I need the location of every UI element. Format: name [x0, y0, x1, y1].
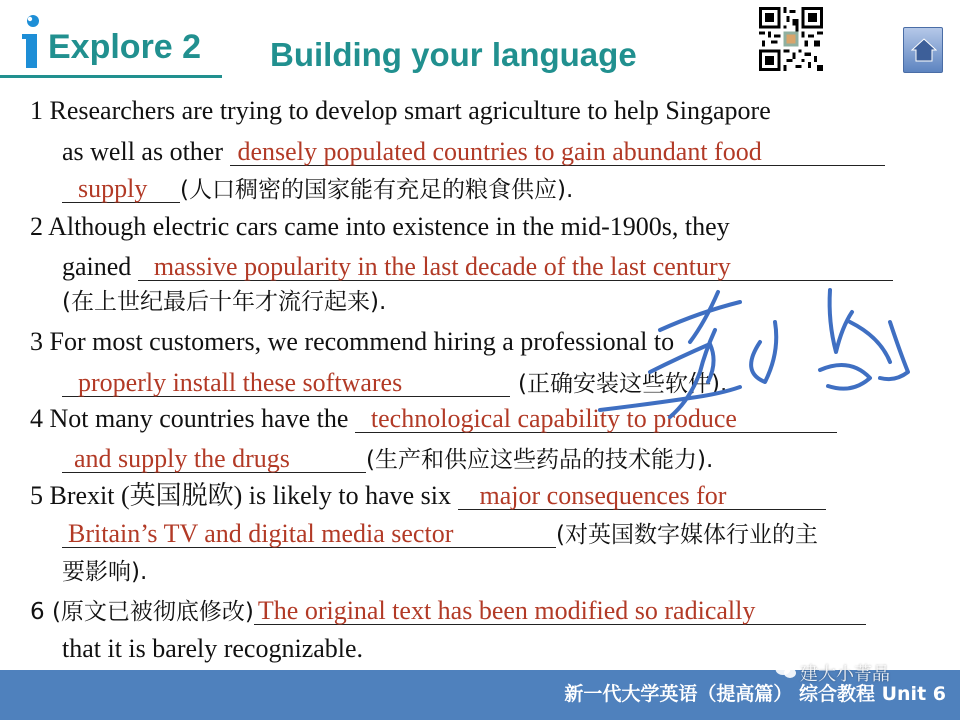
- q2-line1: 2 Although electric cars came into existence in the mid-1900s, they: [30, 212, 730, 241]
- q6-answer-blank: The original text has been modified so radically: [254, 598, 866, 625]
- q3-line2: [62, 368, 727, 399]
- q4-answer-blank-2: and supply the drugs: [62, 446, 366, 473]
- wechat-icon: [775, 662, 797, 680]
- q1-line1: 1 Researchers are trying to develop smart agriculture to help Singapore: [30, 96, 771, 125]
- q2-stem: gained: [62, 252, 138, 281]
- q1-answer-blank-2: supply: [62, 176, 180, 203]
- section-label: Explore 2: [48, 28, 202, 66]
- q3-line1: 3 For most customers, we recommend hiring a professional to: [30, 327, 675, 356]
- title-rule: [0, 75, 222, 78]
- q5-line2: [62, 519, 818, 550]
- home-button[interactable]: [903, 27, 943, 73]
- q2-line2: [62, 252, 893, 282]
- q6-stem: 6 (原文已被彻底修改): [30, 599, 254, 625]
- q5-hint: (对英国数字媒体行业的主: [556, 522, 818, 548]
- home-icon: [911, 38, 937, 62]
- q4-stem: 4 Not many countries have the: [30, 404, 355, 433]
- q6-line1: [30, 596, 866, 627]
- q1-line3: [62, 174, 573, 205]
- q4-line1: [30, 404, 837, 434]
- qr-code: [759, 7, 823, 71]
- q4-line2: [62, 444, 713, 475]
- q5-answer-blank-2: Britain’s TV and digital media sector: [62, 521, 556, 548]
- page-title: Building your language: [270, 36, 637, 73]
- q1-line2: [62, 137, 885, 167]
- q6-line2: that it is barely recognizable.: [62, 634, 364, 663]
- q4-hint: (生产和供应这些药品的技术能力).: [366, 447, 714, 473]
- watermark: 建大小菁晶: [800, 664, 890, 685]
- q5-answer-blank: major consequences for: [458, 483, 826, 510]
- q5-line1: [30, 481, 826, 511]
- q1-answer-blank: densely populated countries to gain abundant food: [230, 139, 885, 166]
- q5-stem: 5 Brexit (英国脱欧) is likely to have six: [30, 481, 458, 510]
- q2-answer-blank: massive popularity in the last decade of the last century: [138, 254, 893, 281]
- footer-course-title: 新一代大学英语（提高篇） 综合教程 Unit 6: [564, 683, 946, 705]
- q2-hint: (在上世纪最后十年才流行起来).: [62, 289, 387, 315]
- q5-hint-cont: 要影响).: [62, 559, 148, 585]
- q3-hint: (正确安装这些软件).: [518, 371, 728, 397]
- q1-stem: as well as other: [62, 137, 230, 166]
- q1-hint: (人口稠密的国家能有充足的粮食供应).: [180, 177, 574, 203]
- q3-answer-blank: properly install these softwares: [62, 370, 510, 397]
- q4-answer-blank: technological capability to produce: [355, 406, 837, 433]
